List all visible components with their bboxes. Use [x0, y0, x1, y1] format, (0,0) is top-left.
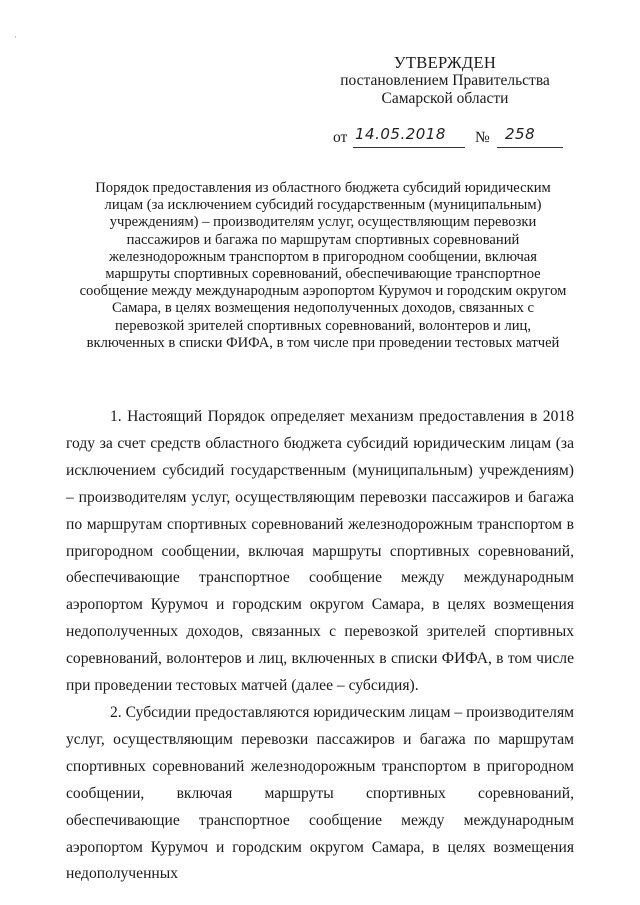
- document-body: [66, 404, 574, 888]
- number-underline: [497, 147, 563, 148]
- date-underline: [353, 147, 465, 148]
- approval-line-1: постановлением Правительства: [340, 72, 550, 89]
- approval-title: УТВЕРЖДЕН: [393, 53, 497, 72]
- date-label: от: [333, 129, 348, 146]
- paragraph-1: 1. Настоящий Порядок определяет механизм предоставления в 2018 году за счет средств областного бюджета субсидий юридическим лицам (за исключением субсидий государственным (муниципальным) учреждениям) – производителям услуг, осуществляющим перевозки пассажиров и багажа по маршрутам спортивных соревнований железнодорожным транспортом в пригородном сообщении, включая маршруты спортивных соревнований, обеспечивающие транспортное сообщение между международным аэропортом Курумоч и городским округом Самара, в целях возмещения недополученных доходов, связанных с перевозкой зрителей спортивных соревнований, волонтеров и лиц, включенных в списки ФИФА, в том числе при проведении тестовых матчей (далее – субсидия).: [66, 408, 574, 695]
- paragraph-2: 2. Субсидии предоставляются юридическим лицам – производителям услуг, осуществляющим перевозки пассажиров и багажа по маршрутам спортивных соревнований железнодорожным транспортом в пригородном сообщении, включая маршруты спортивных соревнований, обеспечивающие транспортное сообщение между международным аэропортом Курумоч и городским округом Самара, в целях возмещения недополученных: [66, 703, 574, 883]
- approval-block: [330, 54, 560, 108]
- approval-line-2: Самарской области: [381, 90, 509, 107]
- document-title: Порядок предоставления из областного бюджета субсидий юридическим лицам (за исключением субсидий государственным (муниципальным) учреждениям) – производителям услуг, осуществляющим перевозки пассажиров и багажа по маршрутам спортивных соревнований железнодорожным транспортом в пригородном сообщении, включая маршруты спортивных соревнований, обеспечивающие транспортное сообщение между международным аэропортом Курумоч и городским округом Самара, в целях возмещения недополученных доходов, связанных с перевозкой зрителей спортивных соревнований, волонтеров и лиц, включенных в списки ФИФА, в том числе при проведении тестовых матчей: [79, 180, 567, 351]
- handwritten-date: 14.05.2018: [355, 125, 446, 143]
- number-label: №: [475, 129, 490, 146]
- date-number-row: [333, 125, 573, 149]
- handwritten-number: 258: [505, 125, 536, 143]
- corner-mark: ·: [14, 32, 17, 42]
